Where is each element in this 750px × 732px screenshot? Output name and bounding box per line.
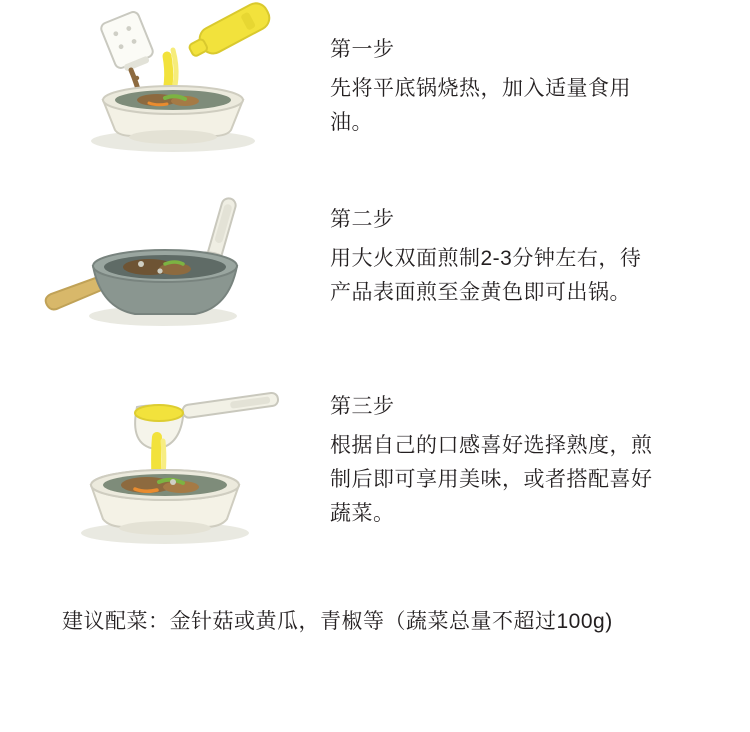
step-1-title: 第一步 — [330, 38, 395, 61]
step-2-illustration — [0, 182, 330, 367]
step-1-text — [330, 0, 750, 140]
suggested-side-dishes-note: 建议配菜：金针菇或黄瓜，青椒等（蔬菜总量不超过100g) — [62, 610, 613, 633]
step-3-text — [330, 377, 750, 531]
step-block-2 — [0, 182, 750, 377]
step-1-illustration — [0, 0, 330, 175]
step-2-text — [330, 182, 750, 310]
step-3-title: 第三步 — [330, 395, 395, 418]
wok-with-spatula-icon — [15, 182, 315, 367]
step-block-3 — [0, 377, 750, 582]
step-1-description: 先将平底锅烧热，加入适量食用油。 — [330, 76, 631, 134]
step-3-illustration — [0, 377, 330, 572]
bowl-with-ladle-pouring-icon — [15, 377, 315, 572]
step-2-description: 用大火双面煎制2-3分钟左右，待产品表面煎至金黄色即可出锅。 — [330, 246, 642, 304]
step-2-title: 第二步 — [330, 208, 395, 231]
step-block-1 — [0, 0, 750, 182]
step-3-description: 根据自己的口感喜好选择熟度，煎制后即可享用美味，或者搭配喜好蔬菜。 — [330, 433, 653, 525]
pan-with-oil-bottle-and-seasoning-icon — [15, 0, 315, 175]
